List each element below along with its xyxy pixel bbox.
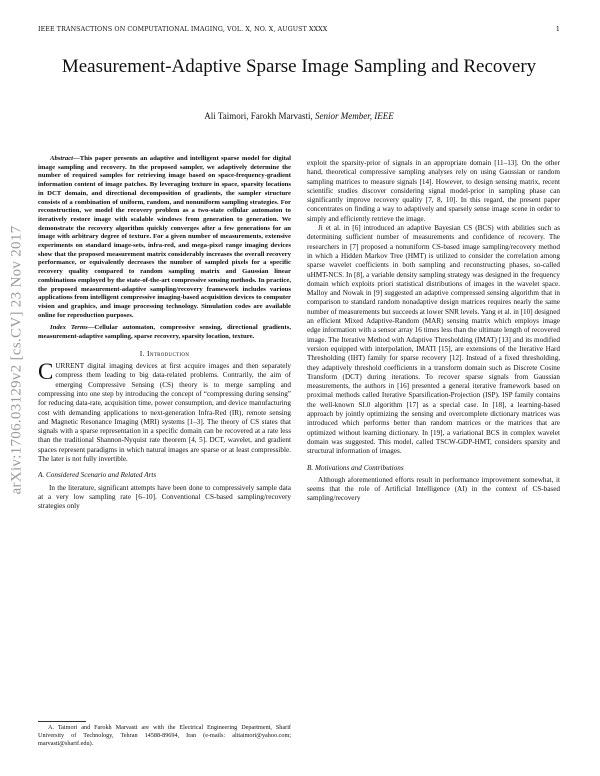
intro-lead-word: URRENT: [55, 362, 85, 371]
abstract-text: This paper presents an adaptive and intelligent sparse model for digital image sampling and recovery. In the proposed sampler, we adaptively determine the number of required samples for retrieving image based on space-frequency-gradient information content of image patches. By leveraging texture in space, sparsity locations in DCT domain, and directional decomposition of gradients, the sampler structure consists of a combination of uniform, random, and nonuniform sampling strategies. For reconstruction, we model the recovery problem as a two-state cellular automaton to iteratively restore image with scalable windows from generation to generation. We demonstrate the recovery algorithm quickly converges after a few generations for an image with arbitrary degree of texture. For a given number of measurements, extensive experiments on standard image-sets, infra-red, and mega-pixel range imaging devices show that the proposed measurement matrix considerably increases the overall recovery performance, or equivalently decreases the number of sampled pixels for a specific recovery quality compared to random sampling matrix and Gaussian linear combinations employed by the state-of-the-art compressive sensing methods. In practice, the proposed measurement-adaptive sampling/recovery framework includes various applications from intelligent compressive imaging-based acquisition devices to computer vision and graphics, and image processing technology. Simulation codes are available online for reproduction purposes.: [38, 155, 291, 319]
index-terms-text: Cellular automaton, compressive sensing, directional gradients, measurement-adaptive sampling, sparse recovery, sparsity location, texture.: [38, 324, 291, 341]
right-paragraph-2: Ji et al. in [6] introduced an adaptive Bayesian CS (BCS) with abilities such as determining sufficient number of measurements and confidence of recovery. The researchers in [7] proposed a nonuniform CS-based image sampling/recovery method in which a Hidden Markov Tree (HMT) is utilized to consider the correlation among sparse wavelet coefficients in both sampling and reconstructing phases, so-called uHMT-NCS. In [8], a variable density sampling strategy was designed in the frequency domain which exploits priori statistical distributions of images in the wavelet space. Malloy and Nowak in [9] suggested an adaptive compressed sensing algorithm that in comparison to standard random nonadaptive design matrices requires nearly the same number of measurements but succeeds at lower SNR levels. Yang et al. in [10] designed an efficient Mixed Adaptive-Random (MAR) sensing matrix which employs image edge information with a sensor array 16 times less than the ultimate length of recovered image. The Iterative Method with Adaptive Thresholding (IMAT) [13] and its modified version equipped with interpolation, IMATI [15], are extensions of the Iterative Hard Thresholding (IHT) family for sparse recovery [12]. Instead of a fixed thresholding, they adaptively threshold coefficients in a transform domain such as Discrete Cosine Transform (DCT) during iterations. To recover sparse signals from Gaussian measurements, the authors in [16] presented a general iterative framework based on proximal methods called Iterative Sparsification-Projection (ISP). ISP family contains the well-known SL0 algorithm [17] as a special case. In [18], a learning-based approach by jointly optimizing the sensing and overcomplete dictionary matrices was introduced which performs better than random matrices or the matrices that are optimized without learning dictionary. In [19], a variational BCS in complex wavelet domain was suggested. This model, called TSCW-GDP-HMT, considers sparsity and structural information of images.: [307, 224, 560, 456]
subsection-heading-a: A. Considered Scenario and Related Arts: [38, 471, 157, 480]
intro-text: digital imaging devices at first acquire images and then separately compress them leading to big data-related problems. Contrarily, the aim of emerging Compressive Sensing (CS) theory is to merge sampling and compressing into one step by introducing the concept of “compressing during sensing” for reducing data-rate, acquisition time, power consumption, and device manufacturing cost with demanding applications to next-generation Infra-Red (IR), remote sensing and Magnetic Resonance Imaging (MRI) systems [1–3]. The theory of CS states that signals with a sparse representation in a specific domain can be recovered at a rate less than the traditional Shannon-Nyquist rate theorem [4, 5]. DCT, wavelet, and gradient spaces represent paradigms in which natural images are sparse or at least compressible. The later is not fully invertible.: [38, 362, 291, 464]
abstract: Abstract—This paper presents an adaptive and intelligent sparse model for digital image sampling and recovery. In the proposed sampler, we adaptively determine the number of required samples for retrieving image based on space-frequency-gradient information content of image patches. By leveraging texture in space, sparsity locations in DCT domain, and directional decomposition of gradients, the sampler structure consists of a combination of uniform, random, and nonuniform sampling strategies. For reconstruction, we model the recovery problem as a two-state cellular automaton to iteratively restore image with scalable windows from generation to generation. We demonstrate the recovery algorithm quickly converges after a few generations for an image with arbitrary degree of texture. For a given number of measurements, extensive experiments on standard image-sets, infra-red, and mega-pixel range imaging devices show that the proposed measurement matrix considerably increases the overall recovery performance, or equivalently decreases the number of sampled pixels for a specific recovery quality compared to random sampling matrix and Gaussian linear combinations employed by the state-of-the-art compressive sensing methods. In practice, the proposed measurement-adaptive sampling/recovery framework includes various applications from intelligent compressive imaging-based acquisition devices to computer vision and graphics, and image processing technology. Simulation codes are available online for reproduction purposes.: [38, 155, 291, 319]
arxiv-stamp: arXiv:1706.03129v2 [cs.CV] 23 Nov 2017: [8, 225, 25, 495]
drop-cap: C: [38, 359, 54, 385]
right-paragraph-3: Although aforementioned efforts result in performance improvement somewhat, it seems that the role of Artificial Intelligence (AI) in the context of CS-based sampling/recovery: [307, 475, 560, 503]
footnote-rule: [38, 721, 86, 722]
running-header: [38, 26, 560, 36]
author-names: Ali Taimori, Farokh Marvasti,: [204, 111, 313, 121]
left-column: [38, 155, 291, 721]
paper-title: Measurement-Adaptive Sparse Image Sampling and Recovery: [61, 56, 537, 77]
right-column: [307, 159, 560, 759]
page-number: 1: [555, 26, 560, 33]
intro-paragraph: [38, 359, 291, 464]
index-terms-label: Index Terms: [50, 324, 88, 332]
right-paragraph-1: exploit the sparsity-prior of signals in an appropriate domain [11–13]. On the other hand, theoretical compressive sampling analyses rely on using Gaussian or random sampling matrices to measure signals [14]. However, to design sensing matrix, recent scientific studies discover considering signal model-prior in sampling phase can significantly improve recovery quality [7, 8, 10]. In this regard, the present paper concentrates on finding a way to adaptively and sparsely sense image scene in order to simply and efficiently retrieve the image.: [307, 159, 560, 223]
related-arts-paragraph: In the literature, significant attempts have been done to compressively sample data at a very low sampling rate [6–10]. Conventional CS-based sampling/recovery strategies only: [38, 483, 291, 511]
footnote: A. Taimori and Farokh Marvasti are with the Electrical Engineering Department, Sharif University of Technology, Tehran 14588-89694, Iran (e-mails: alitaimori@yahoo.com; marvasti@sharif.edu).: [38, 724, 291, 748]
author-line: [38, 111, 560, 121]
section-heading-introduction: I. Introduction: [139, 348, 190, 358]
index-terms: Index Terms—Cellular automaton, compressive sensing, directional gradients, measurement-adaptive sampling, sparse recovery, sparsity location, texture.: [38, 324, 291, 341]
author-role: Senior Member, IEEE: [314, 111, 394, 121]
journal-name: IEEE TRANSACTIONS ON COMPUTATIONAL IMAGING, VOL. X, NO. X, AUGUST XXXX: [38, 26, 328, 33]
arxiv-sidebar: [2, 150, 32, 570]
subsection-heading-b: B. Motivations and Contributions: [307, 463, 404, 472]
abstract-label: Abstract: [50, 155, 74, 162]
